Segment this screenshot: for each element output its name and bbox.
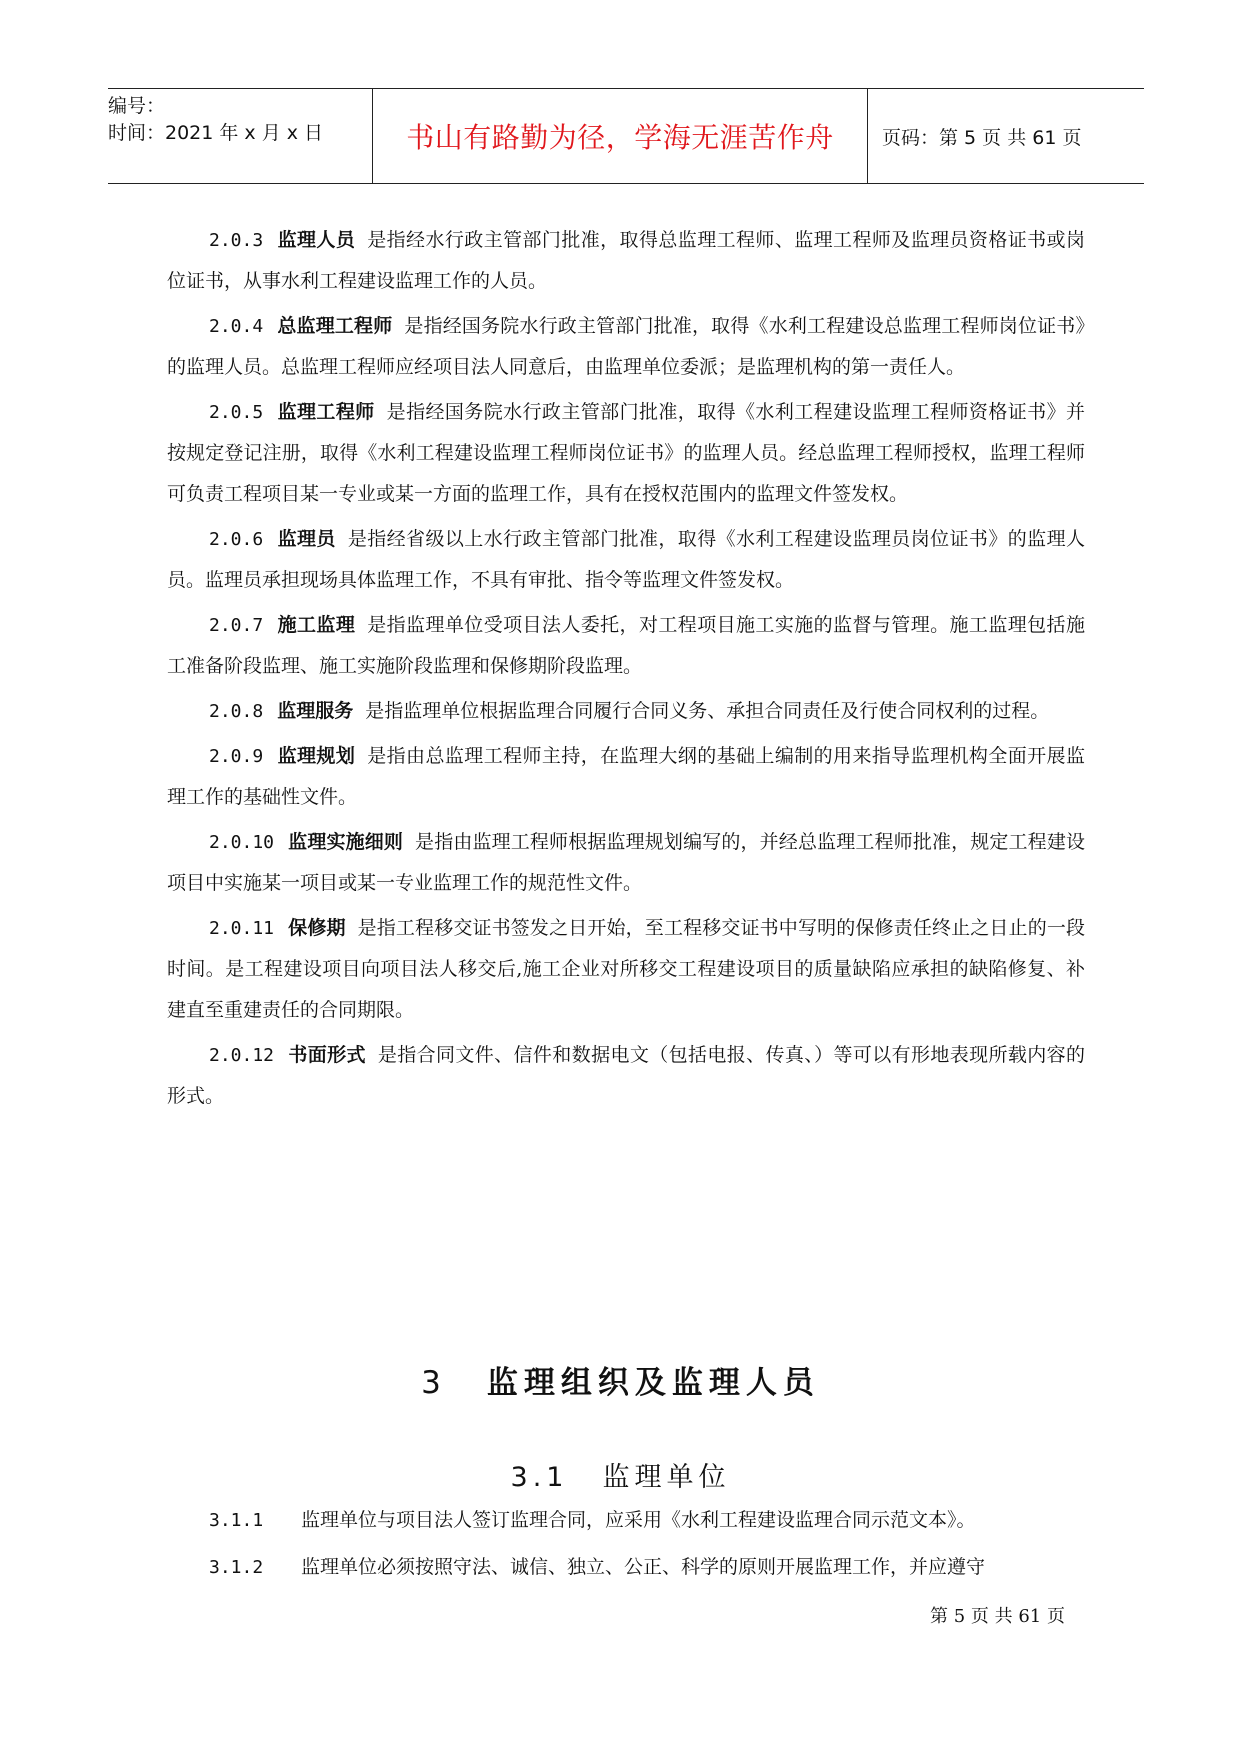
chapter-number: 3 [421,1365,447,1401]
definition-text: 是指监理单位受项目法人委托，对工程项目施工实施的监督与管理。施工监理包括施工准备阶段监理、施工实施阶段监理和保修期阶段监理。 [167,614,1085,677]
chapter-title: 监理组织及监理人员 [486,1365,820,1401]
section-heading [0,1455,1241,1494]
definition-number: 2.0.11 [209,918,275,939]
definition-term: 总监理工程师 [277,315,393,337]
section-number: 3.1 [510,1462,569,1493]
document-time-label: 时间：2021 年 x 月 x 日 [108,122,324,144]
definition-text: 是指经水行政主管部门批准，取得总监理工程师、监理工程师及监理员资格证书或岗位证书，从事水利工程建设监理工作的人员。 [167,229,1085,292]
definition-number: 2.0.12 [209,1045,275,1066]
definition-item [167,306,1085,388]
definition-text: 是指由监理工程师根据监理规划编写的，并经总监理工程师批准，规定工程建设项目中实施某一项目或某一专业监理工作的规范性文件。 [167,831,1085,894]
definition-term: 书面形式 [288,1044,366,1066]
section-title: 监理单位 [602,1462,731,1493]
definition-text: 是指经国务院水行政主管部门批准，取得《水利工程建设监理工程师资格证书》并按规定登记注册，取得《水利工程建设监理工程师岗位证书》的监理人员。经总监理工程师授权，监理工程师可负责工程项目某一专业或某一方面的监理工作，具有在授权范围内的监理文件签发权。 [167,401,1085,505]
definition-item [167,519,1085,601]
clause-number: 3.1.1 [209,1510,264,1531]
definition-item [167,736,1085,818]
definition-text: 是指合同文件、信件和数据电文（包括电报、传真、）等可以有形地表现所载内容的形式。 [167,1044,1085,1107]
definition-term: 施工监理 [277,614,356,636]
definition-number: 2.0.3 [209,230,264,251]
definition-text: 是指由总监理工程师主持，在监理大纲的基础上编制的用来指导监理机构全面开展监理工作的基础性文件。 [167,745,1085,808]
definition-number: 2.0.6 [209,529,264,550]
header-page-label: 页码：第 5 页 共 61 页 [882,126,1082,149]
definition-text: 是指经省级以上水行政主管部门批准，取得《水利工程建设监理员岗位证书》的监理人员。监理员承担现场具体监理工作，不具有审批、指令等监理文件签发权。 [167,528,1085,591]
definition-text: 是指工程移交证书签发之日开始，至工程移交证书中写明的保修责任终止之日止的一段时间。是工程建设项目向项目法人移交后,施工企业对所移交工程建设项目的质量缺陷应承担的缺陷修复、补建直至重建责任的合同期限。 [167,917,1085,1021]
clause-item [209,1552,1089,1579]
definition-item [167,822,1085,904]
definition-term: 监理规划 [277,745,356,767]
clause-number: 3.1.2 [209,1557,264,1578]
header-motto: 书山有路勤为径，学海无涯苦作舟 [372,89,868,183]
definition-term: 监理人员 [277,229,356,251]
clause-item [209,1505,1089,1532]
definition-text: 是指经国务院水行政主管部门批准，取得《水利工程建设总监理工程师岗位证书》的监理人员。总监理工程师应经项目法人同意后，由监理单位委派；是监理机构的第一责任人。 [167,315,1085,378]
document-number-label: 编号： [108,95,166,117]
definition-number: 2.0.9 [209,746,264,767]
definition-term: 保修期 [288,917,346,939]
definitions-body [167,220,1085,1121]
definition-number: 2.0.8 [209,701,264,722]
definition-term: 监理工程师 [277,401,375,423]
definition-item [167,605,1085,687]
page-footer: 第 5 页 共 61 页 [930,1606,1065,1627]
definition-item [167,908,1085,1031]
definition-number: 2.0.10 [209,832,275,853]
header-meta [108,89,372,183]
chapter-heading [0,1357,1241,1402]
definition-item [167,220,1085,302]
definition-term: 监理实施细则 [288,831,404,853]
definition-number: 2.0.4 [209,316,264,337]
definition-text: 是指监理单位根据监理合同履行合同义务、承担合同责任及行使合同权利的过程。 [365,700,1050,722]
definition-number: 2.0.7 [209,615,264,636]
definition-term: 监理服务 [277,700,354,722]
page-header [108,88,1144,184]
definition-number: 2.0.5 [209,402,264,423]
clause-text: 监理单位必须按照守法、诚信、独立、公正、科学的原则开展监理工作，并应遵守 [301,1556,986,1578]
definition-item [167,1035,1085,1117]
definition-item [167,392,1085,515]
clause-text: 监理单位与项目法人签订监理合同，应采用《水利工程建设监理合同示范文本》。 [301,1509,976,1531]
definition-item [167,691,1085,732]
definition-term: 监理员 [277,528,336,550]
